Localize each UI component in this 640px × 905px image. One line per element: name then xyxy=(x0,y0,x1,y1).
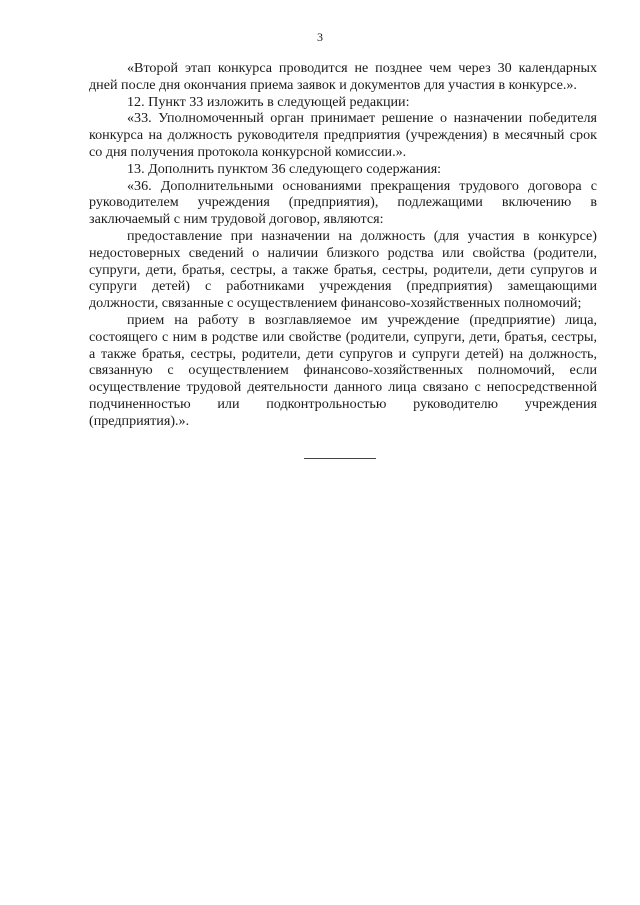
page-number: 3 xyxy=(317,30,323,44)
document-body xyxy=(89,60,597,430)
paragraph-hiring-relatives: прием на работу в возглавляемое им учреждение (предприятие) лица, состоящего с ним в родстве или свойстве (родители, супруги, дети, братья, сестры, а также братья, сестры, родители, дети супругов и супруги детей) на должность, связанную с осуществлением финансово-хозяйственных полномочий, если осуществление трудовой деятельности данного лица связано с непосредственной подчиненностью или подконтрольностью руководителю учреждения (предприятия).». xyxy=(89,311,597,429)
end-divider-line xyxy=(304,458,376,459)
paragraph-item-12: 12. Пункт 33 изложить в следующей редакции: xyxy=(127,93,410,110)
paragraph-clause-33: «33. Уполномоченный орган принимает решение о назначении победителя конкурса на должность руководителя предприятия (учреждения) в месячный срок со дня получения протокола конкурсной комиссии.». xyxy=(89,110,597,160)
paragraph-item-13: 13. Дополнить пунктом 36 следующего содержания: xyxy=(127,160,442,177)
paragraph-second-stage: «Второй этап конкурса проводится не позднее чем через 30 календарных дней после дня окончания приема заявок и документов для участия в конкурсе.». xyxy=(89,60,597,93)
paragraph-clause-36: «36. Дополнительными основаниями прекращения трудового договора с руководителем учреждения (предприятия), подлежащими включению в заключаемый с ним трудовой договор, являются: xyxy=(89,177,597,228)
paragraph-false-information: предоставление при назначении на должность (для участия в конкурсе) недостоверных сведений о наличии близкого родства или свойства (родители, супруги, дети, братья, сестры, а также братья, сестры, родители, дети супругов и супруги детей) с работниками учреждения (предприятия) замещающими должности, связанные с осуществлением финансово-хозяйственных полномочий; xyxy=(89,227,597,312)
